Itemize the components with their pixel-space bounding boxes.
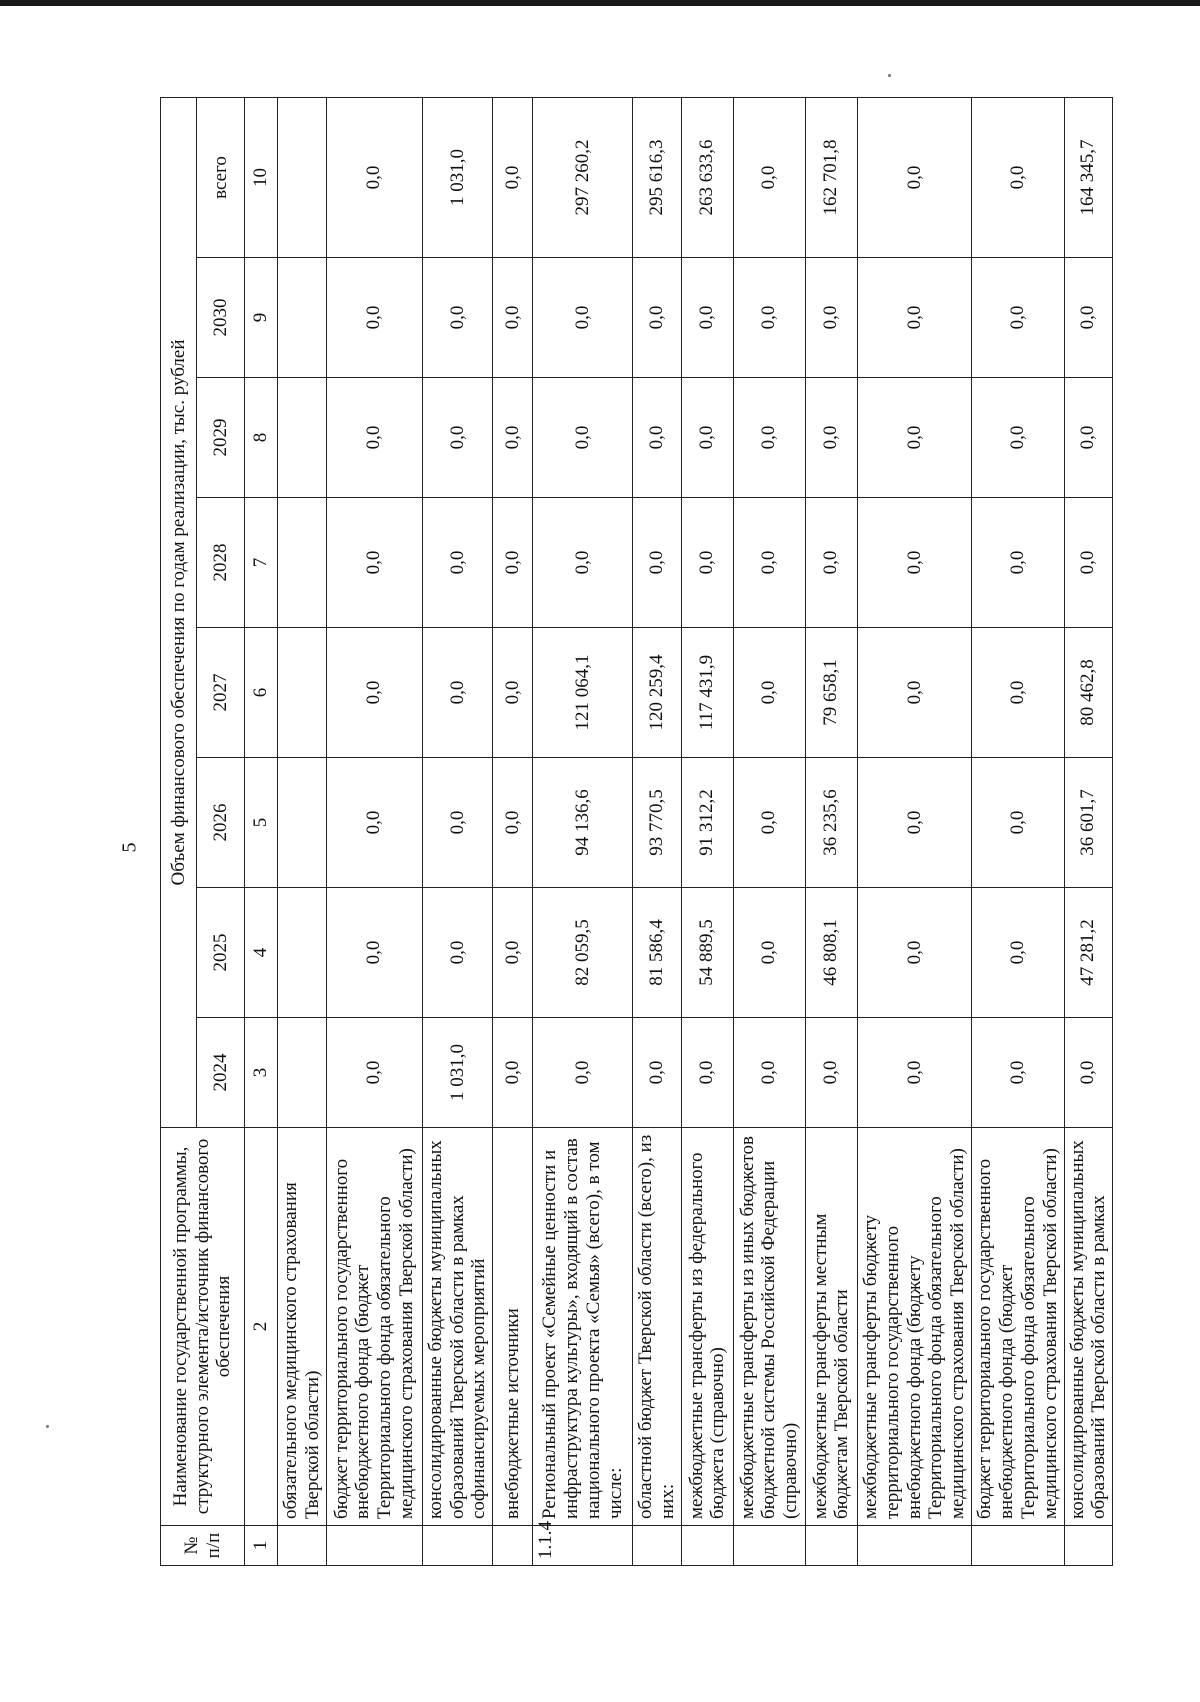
row-source-name: межбюджетные трансферты бюджету территориального государственного внебюджетного фонда (бюджету Территориального фонда обязательного медицинского страхования Тверской области) xyxy=(857,1128,971,1526)
column-index: 9 xyxy=(245,258,278,378)
row-source-name: внебюджетные источники xyxy=(493,1128,533,1526)
row-year-value: 0,0 xyxy=(422,258,493,378)
row-year-value: 0,0 xyxy=(681,498,733,628)
column-index: 5 xyxy=(245,758,278,888)
row-year-value: 0,0 xyxy=(633,378,682,498)
row-number xyxy=(733,1526,805,1566)
row-source-name: межбюджетные трансферты местным бюджетам Тверской области xyxy=(805,1128,857,1526)
row-year-value: 0,0 xyxy=(326,758,422,888)
header-year: 2027 xyxy=(197,628,245,758)
header-financing-group: Объем финансового обеспечения по годам реализации, тыс. рублей xyxy=(161,97,197,1127)
row-year-value: 79 658,1 xyxy=(805,628,857,758)
row-year-value: 0,0 xyxy=(857,758,971,888)
row-year-value: 54 889,5 xyxy=(681,888,733,1018)
table-row xyxy=(422,97,493,1565)
page-number: 5 xyxy=(118,842,141,853)
row-total-value: 0,0 xyxy=(326,97,422,257)
row-year-value: 0,0 xyxy=(972,758,1064,888)
column-index: 1 xyxy=(245,1526,278,1566)
header-name: Наименование государственной программы, структурного элемента/источник финансового обеспечения xyxy=(161,1128,245,1526)
row-year-value: 0,0 xyxy=(805,1018,857,1128)
row-year-value: 0,0 xyxy=(633,498,682,628)
row-year-value: 0,0 xyxy=(805,498,857,628)
row-year-value: 0,0 xyxy=(493,1018,533,1128)
row-year-value: 0,0 xyxy=(493,888,533,1018)
row-number xyxy=(805,1526,857,1566)
row-year-value: 0,0 xyxy=(1064,378,1113,498)
row-source-name: обязательного медицинского страхования Тверской области) xyxy=(278,1128,327,1526)
table-row xyxy=(805,97,857,1565)
header-year: 2025 xyxy=(197,888,245,1018)
row-total-value: 263 633,6 xyxy=(681,97,733,257)
row-number: 1.1.4 xyxy=(533,1526,633,1566)
row-year-value xyxy=(278,1018,327,1128)
row-year-value: 0,0 xyxy=(681,378,733,498)
row-source-name: консолидированные бюджеты муниципальных образований Тверской области в рамках софинансируемых мероприятий xyxy=(422,1128,493,1526)
row-year-value: 0,0 xyxy=(857,1018,971,1128)
column-index-row xyxy=(245,97,278,1565)
row-year-value: 0,0 xyxy=(422,888,493,1018)
table-row xyxy=(857,97,971,1565)
column-index: 10 xyxy=(245,97,278,257)
row-year-value xyxy=(278,888,327,1018)
scan-speck xyxy=(888,74,891,77)
row-total-value: 0,0 xyxy=(493,97,533,257)
table-row xyxy=(1064,97,1113,1565)
row-number xyxy=(681,1526,733,1566)
row-total-value: 0,0 xyxy=(972,97,1064,257)
row-year-value: 0,0 xyxy=(633,258,682,378)
row-year-value: 46 808,1 xyxy=(805,888,857,1018)
scan-speck xyxy=(46,1425,49,1428)
row-year-value: 0,0 xyxy=(1064,258,1113,378)
row-total-value: 162 701,8 xyxy=(805,97,857,257)
row-year-value: 0,0 xyxy=(857,888,971,1018)
table-row xyxy=(633,97,682,1565)
row-year-value: 94 136,6 xyxy=(533,758,633,888)
row-year-value: 0,0 xyxy=(857,628,971,758)
column-index: 8 xyxy=(245,378,278,498)
row-year-value: 0,0 xyxy=(972,628,1064,758)
row-year-value: 0,0 xyxy=(972,498,1064,628)
row-year-value: 0,0 xyxy=(533,498,633,628)
row-total-value: 1 031,0 xyxy=(422,97,493,257)
table-row xyxy=(533,97,633,1565)
column-index: 7 xyxy=(245,498,278,628)
row-year-value: 0,0 xyxy=(1064,498,1113,628)
row-year-value: 1 031,0 xyxy=(422,1018,493,1128)
row-number xyxy=(422,1526,493,1566)
row-source-name: бюджет территориального государственного внебюджетного фонда (бюджет Территориального фонда обязательного медицинского страхования Тверской области) xyxy=(972,1128,1064,1526)
row-year-value: 0,0 xyxy=(493,258,533,378)
row-year-value: 0,0 xyxy=(533,1018,633,1128)
row-year-value: 0,0 xyxy=(733,628,805,758)
row-number xyxy=(857,1526,971,1566)
row-year-value: 0,0 xyxy=(422,758,493,888)
row-year-value: 0,0 xyxy=(733,258,805,378)
header-year: 2030 xyxy=(197,258,245,378)
row-year-value: 0,0 xyxy=(326,498,422,628)
table-row xyxy=(278,97,327,1565)
row-year-value: 0,0 xyxy=(857,378,971,498)
header-num: № п/п xyxy=(161,1526,245,1566)
row-year-value: 0,0 xyxy=(422,378,493,498)
header-year: 2028 xyxy=(197,498,245,628)
column-index: 2 xyxy=(245,1128,278,1526)
row-source-name: межбюджетные трансферты из иных бюджетов бюджетной системы Российской Федерации (справочно) xyxy=(733,1128,805,1526)
row-year-value xyxy=(278,258,327,378)
row-year-value: 91 312,2 xyxy=(681,758,733,888)
row-year-value: 0,0 xyxy=(326,258,422,378)
row-total-value: 0,0 xyxy=(857,97,971,257)
row-year-value: 81 586,4 xyxy=(633,888,682,1018)
row-year-value: 0,0 xyxy=(857,258,971,378)
row-total-value: 164 345,7 xyxy=(1064,97,1113,257)
row-year-value: 121 064,1 xyxy=(533,628,633,758)
row-year-value: 47 281,2 xyxy=(1064,888,1113,1018)
row-total-value: 295 616,3 xyxy=(633,97,682,257)
row-year-value: 0,0 xyxy=(972,258,1064,378)
row-year-value: 0,0 xyxy=(533,378,633,498)
row-year-value: 0,0 xyxy=(326,888,422,1018)
row-total-value xyxy=(278,97,327,257)
header-year: 2024 xyxy=(197,1018,245,1128)
row-year-value: 0,0 xyxy=(493,378,533,498)
row-year-value: 0,0 xyxy=(805,378,857,498)
financing-table xyxy=(160,97,1113,1566)
table-row xyxy=(972,97,1064,1565)
column-index: 3 xyxy=(245,1018,278,1128)
row-year-value: 36 601,7 xyxy=(1064,758,1113,888)
row-year-value xyxy=(278,758,327,888)
header-year: 2026 xyxy=(197,758,245,888)
row-year-value xyxy=(278,378,327,498)
row-year-value: 0,0 xyxy=(493,498,533,628)
row-year-value: 0,0 xyxy=(733,498,805,628)
row-year-value: 0,0 xyxy=(805,258,857,378)
row-number xyxy=(278,1526,327,1566)
row-source-name: Региональный проект «Семейные ценности и инфраструктура культуры», входящий в состав национального проекта «Семья» (всего), в том числе: xyxy=(533,1128,633,1526)
row-year-value: 120 259,4 xyxy=(633,628,682,758)
row-year-value: 0,0 xyxy=(733,888,805,1018)
row-source-name: консолидированные бюджеты муниципальных образований Тверской области в рамках xyxy=(1064,1128,1113,1526)
table-row xyxy=(681,97,733,1565)
row-year-value: 82 059,5 xyxy=(533,888,633,1018)
column-index: 4 xyxy=(245,888,278,1018)
header-year: 2029 xyxy=(197,378,245,498)
row-year-value: 0,0 xyxy=(493,628,533,758)
table-row xyxy=(493,97,533,1565)
row-year-value: 0,0 xyxy=(681,1018,733,1128)
row-year-value: 80 462,8 xyxy=(1064,628,1113,758)
row-source-name: областной бюджет Тверской области (всего), из них: xyxy=(633,1128,682,1526)
row-year-value: 0,0 xyxy=(733,378,805,498)
row-year-value xyxy=(278,628,327,758)
row-year-value: 93 770,5 xyxy=(633,758,682,888)
row-year-value: 0,0 xyxy=(972,1018,1064,1128)
row-year-value: 0,0 xyxy=(733,1018,805,1128)
row-year-value: 0,0 xyxy=(972,888,1064,1018)
rotated-table-container xyxy=(160,98,1193,1566)
row-year-value: 0,0 xyxy=(972,378,1064,498)
row-number xyxy=(326,1526,422,1566)
row-year-value xyxy=(278,498,327,628)
row-total-value: 297 260,2 xyxy=(533,97,633,257)
row-number xyxy=(633,1526,682,1566)
row-year-value: 0,0 xyxy=(733,758,805,888)
row-year-value: 0,0 xyxy=(422,498,493,628)
row-year-value: 0,0 xyxy=(533,258,633,378)
scan-top-edge xyxy=(0,0,1200,6)
row-year-value: 0,0 xyxy=(326,628,422,758)
header-total: всего xyxy=(197,97,245,257)
row-year-value: 0,0 xyxy=(857,498,971,628)
row-number xyxy=(972,1526,1064,1566)
row-year-value: 117 431,9 xyxy=(681,628,733,758)
row-total-value: 0,0 xyxy=(733,97,805,257)
row-year-value: 0,0 xyxy=(326,1018,422,1128)
row-source-name: межбюджетные трансферты из федерального бюджета (справочно) xyxy=(681,1128,733,1526)
row-year-value: 0,0 xyxy=(326,378,422,498)
row-number xyxy=(1064,1526,1113,1566)
row-year-value: 0,0 xyxy=(633,1018,682,1128)
row-source-name: бюджет территориального государственного внебюджетного фонда (бюджет Территориального фонда обязательного медицинского страхования Тверской области) xyxy=(326,1128,422,1526)
table-row xyxy=(326,97,422,1565)
row-year-value: 36 235,6 xyxy=(805,758,857,888)
row-year-value: 0,0 xyxy=(422,628,493,758)
table-row xyxy=(733,97,805,1565)
row-number xyxy=(493,1526,533,1566)
column-index: 6 xyxy=(245,628,278,758)
row-year-value: 0,0 xyxy=(493,758,533,888)
row-year-value: 0,0 xyxy=(1064,1018,1113,1128)
row-year-value: 0,0 xyxy=(681,258,733,378)
